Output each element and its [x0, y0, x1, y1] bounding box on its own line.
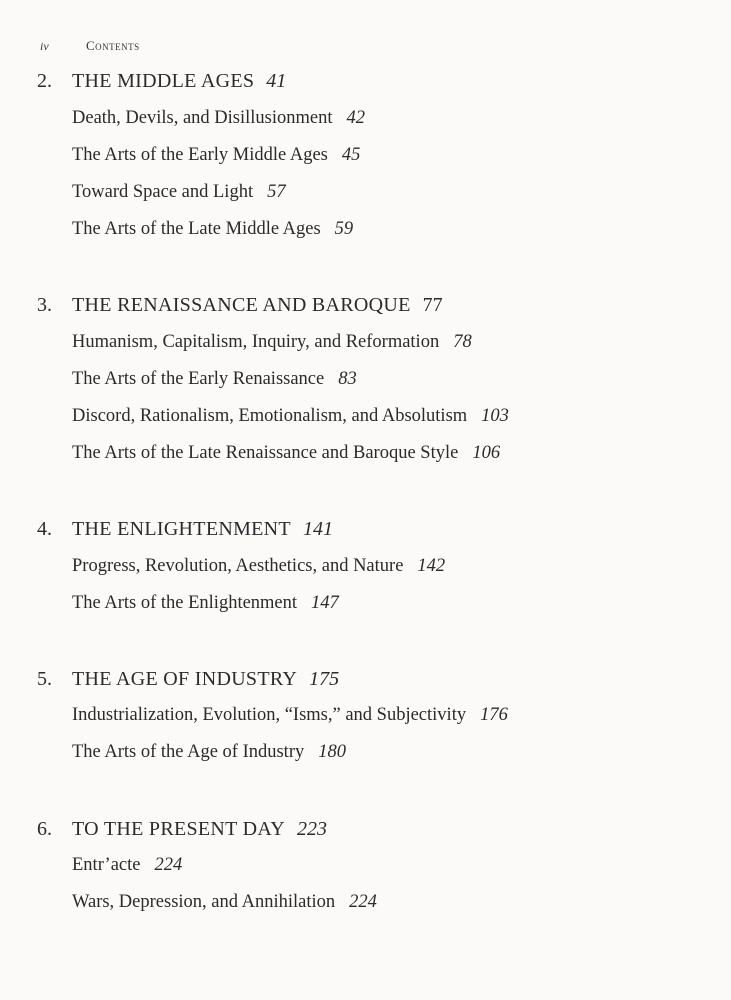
section-page-number: 59 — [334, 219, 354, 239]
chapter-page-number: 141 — [302, 518, 333, 540]
chapter-title: THE ENLIGHTENMENT — [72, 518, 291, 540]
chapter-title: THE AGE OF INDUSTRY — [72, 668, 298, 690]
section-title: The Arts of the Late Renaissance and Baroque Style — [72, 443, 459, 463]
section-title: Discord, Rationalism, Emotionalism, and Absolutism — [72, 406, 468, 426]
section-page-number: 83 — [338, 369, 357, 389]
section-page-number: 78 — [453, 332, 472, 352]
section-title: The Arts of the Late Middle Ages — [72, 219, 321, 239]
running-head — [40, 38, 140, 54]
section-title: The Arts of the Enlightenment — [72, 593, 298, 613]
chapter-page-number: 223 — [297, 818, 328, 840]
section-entry — [72, 742, 346, 766]
section-entry — [72, 108, 365, 132]
section-page-number: 180 — [318, 742, 346, 762]
section-title: Entr’acte — [72, 855, 141, 875]
section-entry — [72, 406, 509, 430]
section-title: Humanism, Capitalism, Inquiry, and Reformation — [72, 332, 440, 352]
chapter-number: 3. — [37, 294, 52, 316]
chapter-page-number: 175 — [309, 668, 340, 690]
section-entry — [72, 855, 182, 879]
section-title: Industrialization, Evolution, “Isms,” and Subjectivity — [72, 705, 467, 725]
section-title: Death, Devils, and Disillusionment — [72, 108, 333, 128]
section-entry — [72, 593, 339, 617]
chapter-title: THE RENAISSANCE AND BAROQUE — [72, 294, 411, 316]
section-entry — [72, 443, 500, 467]
section-title: The Arts of the Age of Industry — [72, 742, 305, 762]
section-page-number: 57 — [267, 182, 286, 202]
section-title: Toward Space and Light — [72, 182, 254, 202]
chapter-page-number: 77 — [422, 294, 443, 316]
section-entry — [72, 145, 360, 169]
chapter-heading — [37, 518, 333, 542]
section-entry — [72, 556, 445, 580]
chapter-title: THE MIDDLE AGES — [72, 70, 255, 92]
chapter-number: 4. — [37, 518, 52, 540]
section-entry — [72, 369, 357, 393]
chapter-heading — [37, 668, 339, 692]
section-page-number: 103 — [481, 406, 509, 426]
section-entry — [72, 332, 472, 356]
section-entry — [72, 705, 508, 729]
section-page-number: 142 — [417, 556, 446, 576]
section-page-number: 42 — [346, 108, 366, 128]
chapter-number: 5. — [37, 668, 52, 690]
section-entry — [72, 182, 286, 206]
running-head-title: Contents — [86, 38, 140, 53]
section-title: The Arts of the Early Renaissance — [72, 369, 325, 389]
section-entry — [72, 219, 353, 243]
chapter-page-number: 41 — [266, 70, 287, 92]
chapter-heading — [37, 818, 327, 842]
section-page-number: 147 — [311, 593, 339, 613]
section-entry — [72, 892, 377, 916]
section-page-number: 224 — [349, 892, 377, 912]
section-title: Wars, Depression, and Annihilation — [72, 892, 336, 912]
chapter-heading — [37, 70, 286, 94]
section-page-number: 176 — [480, 705, 508, 725]
section-title: Progress, Revolution, Aesthetics, and Nature — [72, 556, 404, 576]
section-title: The Arts of the Early Middle Ages — [72, 145, 328, 165]
section-page-number: 224 — [154, 855, 183, 875]
page-folio: iv — [40, 39, 49, 53]
section-page-number: 45 — [341, 145, 361, 165]
chapter-heading — [37, 294, 443, 318]
chapter-number: 6. — [37, 818, 52, 840]
chapter-title: TO THE PRESENT DAY — [72, 818, 286, 840]
chapter-number: 2. — [37, 70, 52, 92]
section-page-number: 106 — [472, 443, 501, 463]
